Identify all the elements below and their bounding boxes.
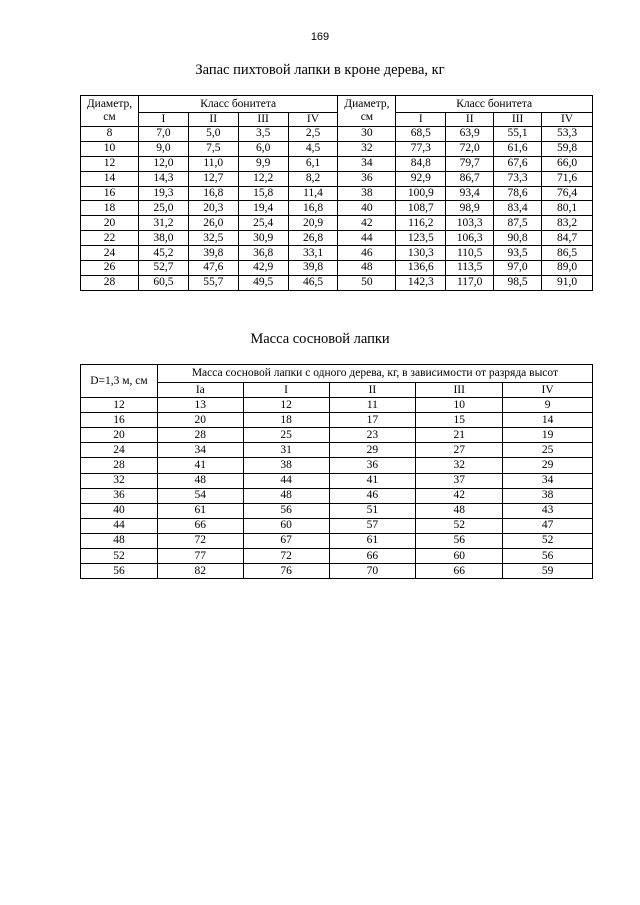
pine-group-header: Масса сосновой лапки с одного дерева, кг, в зависимости от разряда высот [157, 365, 592, 383]
diameter-cell: 44 [81, 518, 158, 533]
value-cell: 98,9 [446, 201, 494, 216]
value-cell: 56 [416, 533, 503, 548]
value-cell: 32,5 [188, 231, 238, 246]
value-cell: 46,5 [288, 275, 338, 290]
value-cell: 41 [329, 473, 416, 488]
table-row [81, 503, 593, 518]
value-cell: 12,2 [238, 171, 288, 186]
value-cell: 12,7 [188, 171, 238, 186]
table-row [81, 141, 593, 156]
value-cell: 87,5 [494, 216, 542, 231]
value-cell: 43 [503, 503, 593, 518]
value-cell: 56 [503, 549, 593, 564]
value-cell: 97,0 [494, 261, 542, 276]
class-label: IV [542, 113, 593, 127]
diameter-cell: 8 [81, 127, 139, 142]
value-cell: 108,7 [396, 201, 446, 216]
value-cell: 12,0 [138, 156, 188, 171]
diameter-cell: 30 [338, 127, 396, 142]
value-cell: 15,8 [238, 186, 288, 201]
value-cell: 15 [416, 413, 503, 428]
table-row [81, 458, 593, 473]
diameter-cell: 16 [81, 186, 139, 201]
value-cell: 20,9 [288, 216, 338, 231]
value-cell: 9 [503, 398, 593, 413]
diameter-cell: 24 [81, 246, 139, 261]
value-cell: 25,0 [138, 201, 188, 216]
table-row [81, 261, 593, 276]
value-cell: 36 [329, 458, 416, 473]
table-row [81, 156, 593, 171]
diameter-cell: 36 [338, 171, 396, 186]
value-cell: 26,8 [288, 231, 338, 246]
value-cell: 49,5 [238, 275, 288, 290]
diameter-cell: 18 [81, 201, 139, 216]
table-row [81, 443, 593, 458]
page-number: 169 [310, 31, 330, 43]
value-cell: 25,4 [238, 216, 288, 231]
class-label: III [494, 113, 542, 127]
value-cell: 103,3 [446, 216, 494, 231]
value-cell: 72,0 [446, 141, 494, 156]
value-cell: 9,0 [138, 141, 188, 156]
diameter-cell: 42 [338, 216, 396, 231]
value-cell: 59,8 [542, 141, 593, 156]
value-cell: 73,3 [494, 171, 542, 186]
height-class-label: II [329, 383, 416, 398]
value-cell: 91,0 [542, 275, 593, 290]
value-cell: 30,9 [238, 231, 288, 246]
diameter-header-left [81, 96, 139, 127]
diameter-cell: 32 [338, 141, 396, 156]
table-row [81, 398, 593, 413]
value-cell: 9,9 [238, 156, 288, 171]
value-cell: 83,2 [542, 216, 593, 231]
value-cell: 7,5 [188, 141, 238, 156]
value-cell: 93,4 [446, 186, 494, 201]
value-cell: 19,3 [138, 186, 188, 201]
diameter-cell: 32 [81, 473, 158, 488]
diameter-cell: 24 [81, 443, 158, 458]
class-label: III [238, 113, 288, 127]
value-cell: 61,6 [494, 141, 542, 156]
value-cell: 10 [416, 398, 503, 413]
value-cell: 32 [416, 458, 503, 473]
table-row [81, 518, 593, 533]
value-cell: 47 [503, 518, 593, 533]
value-cell: 71,6 [542, 171, 593, 186]
value-cell: 98,5 [494, 275, 542, 290]
value-cell: 16,8 [288, 201, 338, 216]
table-row [81, 186, 593, 201]
value-cell: 11 [329, 398, 416, 413]
value-cell: 27 [416, 443, 503, 458]
table-row [81, 564, 593, 579]
value-cell: 47,6 [188, 261, 238, 276]
value-cell: 52 [503, 533, 593, 548]
value-cell: 76,4 [542, 186, 593, 201]
class-label: I [396, 113, 446, 127]
value-cell: 18 [243, 413, 329, 428]
value-cell: 48 [416, 503, 503, 518]
value-cell: 84,7 [542, 231, 593, 246]
diameter-header-line2: см [360, 111, 374, 123]
value-cell: 19 [503, 428, 593, 443]
diameter-cell: 22 [81, 231, 139, 246]
value-cell: 19,4 [238, 201, 288, 216]
value-cell: 51 [329, 503, 416, 518]
value-cell: 77 [157, 549, 243, 564]
value-cell: 17 [329, 413, 416, 428]
diameter-cell: 36 [81, 488, 158, 503]
value-cell: 37 [416, 473, 503, 488]
value-cell: 57 [329, 518, 416, 533]
diameter-header-right [338, 96, 396, 127]
value-cell: 136,6 [396, 261, 446, 276]
value-cell: 39,8 [188, 246, 238, 261]
value-cell: 61 [329, 533, 416, 548]
table-row [81, 201, 593, 216]
value-cell: 29 [503, 458, 593, 473]
value-cell: 23 [329, 428, 416, 443]
value-cell: 130,3 [396, 246, 446, 261]
value-cell: 60 [416, 549, 503, 564]
value-cell: 66 [329, 549, 416, 564]
value-cell: 86,5 [542, 246, 593, 261]
value-cell: 59 [503, 564, 593, 579]
value-cell: 66 [157, 518, 243, 533]
value-cell: 113,5 [446, 261, 494, 276]
value-cell: 2,5 [288, 127, 338, 142]
value-cell: 20,3 [188, 201, 238, 216]
value-cell: 142,3 [396, 275, 446, 290]
diameter-cell: 56 [81, 564, 158, 579]
value-cell: 42,9 [238, 261, 288, 276]
table-row [81, 246, 593, 261]
table-row [81, 473, 593, 488]
table1-class-row [81, 113, 593, 127]
value-cell: 14,3 [138, 171, 188, 186]
value-cell: 67 [243, 533, 329, 548]
value-cell: 13 [157, 398, 243, 413]
value-cell: 39,8 [288, 261, 338, 276]
height-class-label: I [243, 383, 329, 398]
value-cell: 38 [243, 458, 329, 473]
diameter-header-line2: см [103, 111, 116, 123]
diameter-cell: 26 [81, 261, 139, 276]
class-label: II [446, 113, 494, 127]
value-cell: 72 [243, 549, 329, 564]
value-cell: 12 [243, 398, 329, 413]
diameter-cell: 48 [338, 261, 396, 276]
value-cell: 7,0 [138, 127, 188, 142]
value-cell: 53,3 [542, 127, 593, 142]
class-header-left: Класс бонитета [138, 96, 338, 113]
value-cell: 66,0 [542, 156, 593, 171]
value-cell: 21 [416, 428, 503, 443]
table-row [81, 127, 593, 142]
value-cell: 29 [329, 443, 416, 458]
table1-header-row [81, 96, 593, 113]
value-cell: 83,4 [494, 201, 542, 216]
diameter-cell: 50 [338, 275, 396, 290]
value-cell: 63,9 [446, 127, 494, 142]
value-cell: 11,0 [188, 156, 238, 171]
value-cell: 5,0 [188, 127, 238, 142]
value-cell: 34 [157, 443, 243, 458]
diameter-cell: 48 [81, 533, 158, 548]
table2-header-row [81, 365, 593, 383]
table-row [81, 231, 593, 246]
value-cell: 11,4 [288, 186, 338, 201]
pine-table-title: Масса сосновой лапки [250, 331, 390, 347]
value-cell: 31,2 [138, 216, 188, 231]
value-cell: 55,1 [494, 127, 542, 142]
diameter-cell: 20 [81, 428, 158, 443]
diameter-cell: 12 [81, 398, 158, 413]
table-row [81, 549, 593, 564]
value-cell: 80,1 [542, 201, 593, 216]
table-row [81, 171, 593, 186]
value-cell: 56 [243, 503, 329, 518]
diameter-cell: 44 [338, 231, 396, 246]
value-cell: 106,3 [446, 231, 494, 246]
value-cell: 78,6 [494, 186, 542, 201]
value-cell: 52,7 [138, 261, 188, 276]
table-row [81, 533, 593, 548]
value-cell: 77,3 [396, 141, 446, 156]
fir-branch-table [80, 95, 593, 291]
diameter-cell: 16 [81, 413, 158, 428]
value-cell: 14 [503, 413, 593, 428]
value-cell: 60,5 [138, 275, 188, 290]
value-cell: 45,2 [138, 246, 188, 261]
pine-diameter-header: D=1,3 м, см [81, 365, 158, 398]
value-cell: 34 [503, 473, 593, 488]
class-label: II [188, 113, 238, 127]
value-cell: 31 [243, 443, 329, 458]
value-cell: 4,5 [288, 141, 338, 156]
value-cell: 6,1 [288, 156, 338, 171]
value-cell: 33,1 [288, 246, 338, 261]
fir-table-title: Запас пихтовой лапки в кроне дерева, кг [195, 62, 445, 78]
value-cell: 123,5 [396, 231, 446, 246]
diameter-cell: 40 [338, 201, 396, 216]
value-cell: 25 [503, 443, 593, 458]
value-cell: 41 [157, 458, 243, 473]
value-cell: 70 [329, 564, 416, 579]
value-cell: 26,0 [188, 216, 238, 231]
diameter-cell: 52 [81, 549, 158, 564]
table-row [81, 413, 593, 428]
value-cell: 52 [416, 518, 503, 533]
pine-branch-table [80, 364, 593, 579]
value-cell: 79,7 [446, 156, 494, 171]
value-cell: 38 [503, 488, 593, 503]
value-cell: 100,9 [396, 186, 446, 201]
value-cell: 93,5 [494, 246, 542, 261]
height-class-label: Ia [157, 383, 243, 398]
value-cell: 90,8 [494, 231, 542, 246]
class-label: I [138, 113, 188, 127]
value-cell: 66 [416, 564, 503, 579]
value-cell: 82 [157, 564, 243, 579]
value-cell: 92,9 [396, 171, 446, 186]
value-cell: 84,8 [396, 156, 446, 171]
value-cell: 44 [243, 473, 329, 488]
class-label: IV [288, 113, 338, 127]
value-cell: 8,2 [288, 171, 338, 186]
value-cell: 54 [157, 488, 243, 503]
value-cell: 60 [243, 518, 329, 533]
height-class-label: IV [503, 383, 593, 398]
value-cell: 117,0 [446, 275, 494, 290]
diameter-cell: 20 [81, 216, 139, 231]
diameter-header-line1: Диаметр, [86, 98, 133, 110]
value-cell: 68,5 [396, 127, 446, 142]
table2-class-row [81, 383, 593, 398]
diameter-cell: 40 [81, 503, 158, 518]
value-cell: 38,0 [138, 231, 188, 246]
value-cell: 61 [157, 503, 243, 518]
diameter-header-line1: Диаметр, [344, 98, 390, 110]
value-cell: 28 [157, 428, 243, 443]
value-cell: 76 [243, 564, 329, 579]
value-cell: 110,5 [446, 246, 494, 261]
table-row [81, 428, 593, 443]
table-row [81, 488, 593, 503]
value-cell: 42 [416, 488, 503, 503]
value-cell: 89,0 [542, 261, 593, 276]
table-row [81, 216, 593, 231]
diameter-cell: 14 [81, 171, 139, 186]
class-header-right: Класс бонитета [396, 96, 593, 113]
height-class-label: III [416, 383, 503, 398]
value-cell: 116,2 [396, 216, 446, 231]
value-cell: 36,8 [238, 246, 288, 261]
value-cell: 46 [329, 488, 416, 503]
value-cell: 6,0 [238, 141, 288, 156]
value-cell: 55,7 [188, 275, 238, 290]
diameter-cell: 28 [81, 458, 158, 473]
value-cell: 25 [243, 428, 329, 443]
value-cell: 86,7 [446, 171, 494, 186]
diameter-cell: 38 [338, 186, 396, 201]
table-row [81, 275, 593, 290]
diameter-cell: 10 [81, 141, 139, 156]
diameter-cell: 34 [338, 156, 396, 171]
value-cell: 48 [243, 488, 329, 503]
value-cell: 3,5 [238, 127, 288, 142]
value-cell: 16,8 [188, 186, 238, 201]
value-cell: 72 [157, 533, 243, 548]
diameter-cell: 46 [338, 246, 396, 261]
value-cell: 48 [157, 473, 243, 488]
value-cell: 67,6 [494, 156, 542, 171]
value-cell: 20 [157, 413, 243, 428]
diameter-cell: 28 [81, 275, 139, 290]
diameter-cell: 12 [81, 156, 139, 171]
